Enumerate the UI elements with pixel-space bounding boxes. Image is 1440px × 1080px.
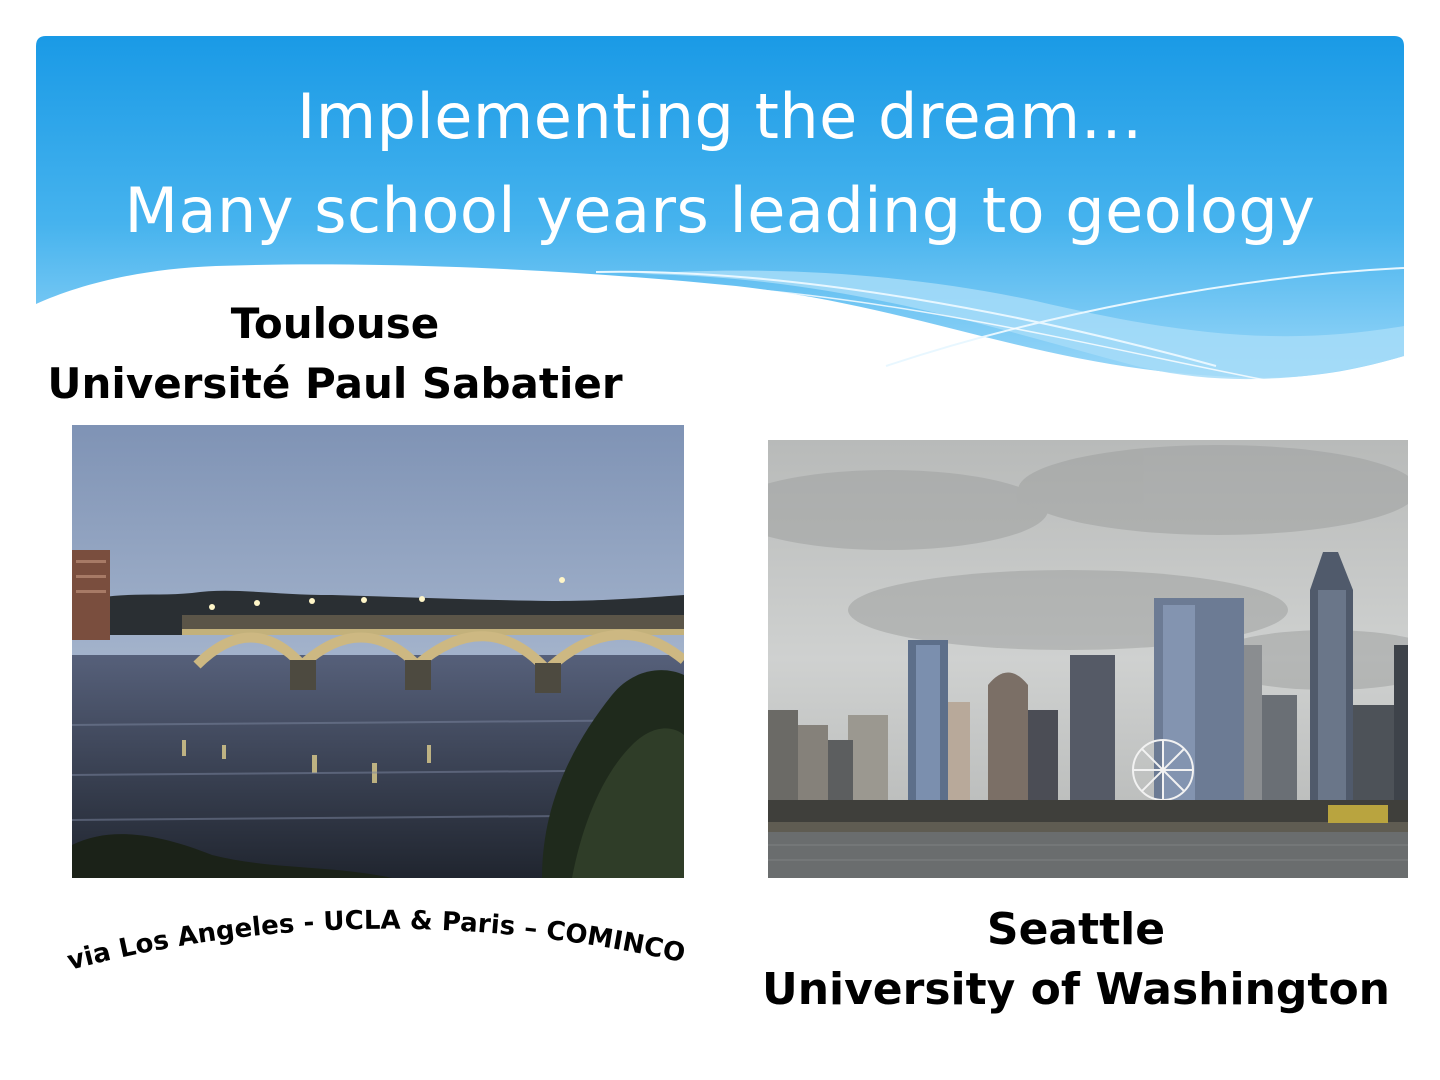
- seattle-heading: [756, 900, 1396, 1020]
- slide-title-line-2: Many school years leading to geology: [124, 174, 1316, 247]
- route-note-arc: [40, 890, 740, 1010]
- route-note: via Los Angeles - UCLA & Paris – COMINCO: [64, 905, 688, 977]
- toulouse-university: Université Paul Sabatier: [47, 359, 623, 408]
- seattle-university: University of Washington: [761, 964, 1390, 1015]
- toulouse-city: Toulouse: [230, 299, 440, 348]
- toulouse-bridge-photo: [72, 425, 684, 878]
- slide-title: [36, 70, 1404, 258]
- route-note-text: [64, 906, 688, 977]
- seattle-skyline-photo: [768, 440, 1408, 878]
- toulouse-heading: [30, 294, 640, 414]
- seattle-city: Seattle: [986, 904, 1166, 955]
- slide-title-line-1: Implementing the dream…: [296, 80, 1144, 153]
